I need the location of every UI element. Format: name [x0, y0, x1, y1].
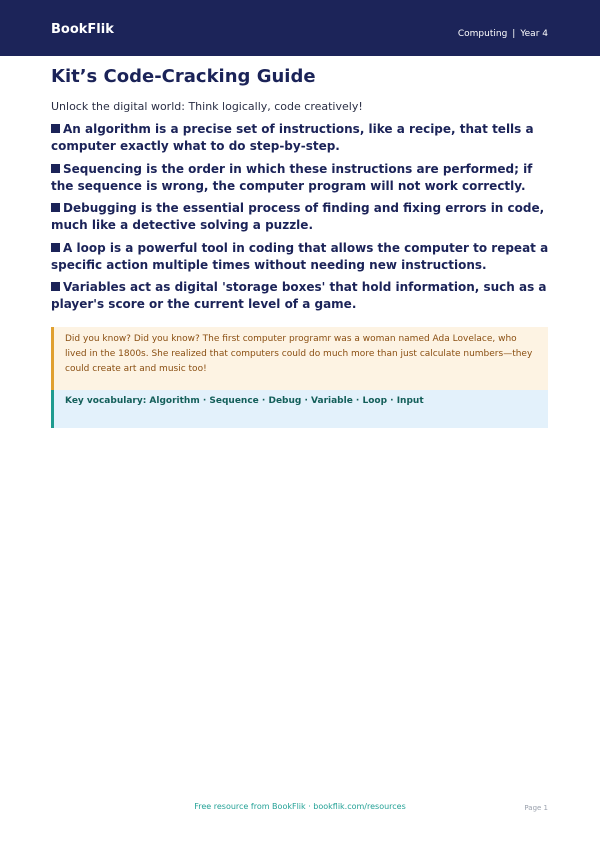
key-point [51, 240, 551, 274]
key-point [51, 121, 551, 155]
page-header [0, 0, 600, 56]
footer-link[interactable]: Free resource from BookFlik · bookflik.com/resources [194, 802, 406, 811]
header-meta [458, 28, 548, 40]
year-label: Year 4 [520, 29, 548, 39]
subject-label: Computing [457, 29, 508, 39]
meta-separator: | [512, 29, 516, 39]
key-points-list [51, 121, 551, 319]
page-number: Page 1 [524, 804, 548, 812]
key-vocabulary-box: Key vocabulary: Algorithm · Sequence · Debug · Variable · Loop · Input [51, 390, 548, 428]
square-bullet-icon [51, 203, 60, 212]
did-you-know-callout: Did you know? Did you know? The first computer programr was a woman named Ada Lovelace, who lived in the 1800s. She realized that computers could do much more than just calculate numbers—they could create art and music too! [51, 327, 548, 390]
square-bullet-icon [51, 164, 60, 173]
key-point [51, 279, 551, 313]
page-subtitle: Unlock the digital world: Think logically, code creatively! [51, 100, 363, 113]
square-bullet-icon [51, 243, 60, 252]
square-bullet-icon [51, 282, 60, 291]
key-point-text: An algorithm is a precise set of instructions, like a recipe, that tells a computer exactly what to do step-by-step. [51, 122, 534, 153]
key-point-text: Variables act as digital 'storage boxes' that hold information, such as a player's score or the current level of a game. [51, 280, 547, 311]
key-point [51, 161, 551, 195]
key-point-text: A loop is a powerful tool in coding that allows the computer to repeat a specific action multiple times without needing new instructions. [51, 240, 549, 272]
page-title: Kit’s Code-Cracking Guide [51, 66, 316, 87]
square-bullet-icon [51, 124, 60, 133]
brand-name: BookFlik [51, 22, 114, 37]
key-point-text: Sequencing is the order in which these instructions are performed; if the sequence is wrong, the computer program will not work correctly. [51, 161, 533, 193]
key-point-text: Debugging is the essential process of finding and fixing errors in code, much like a detective solving a puzzle. [51, 201, 545, 232]
key-point [51, 200, 551, 234]
